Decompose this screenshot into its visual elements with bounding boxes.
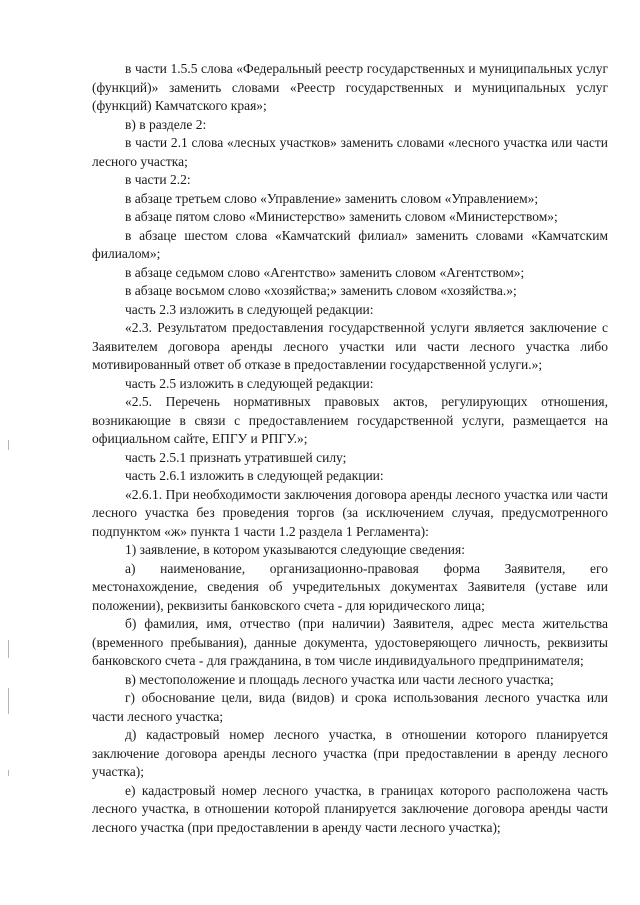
paragraph: в абзаце шестом слова «Камчатский филиал» заменить словами «Камчатским филиалом»; — [92, 227, 608, 261]
paragraph: в) местоположение и площадь лесного участка или части лесного участка; — [125, 671, 554, 687]
paragraph: часть 2.5 изложить в следующей редакции: — [125, 375, 374, 391]
scan-margin-mark — [8, 770, 9, 776]
paragraph: в абзаце пятом слово «Министерство» заменить словом «Министерством»; — [125, 209, 558, 224]
paragraph: «2.3. Результатом предоставления государственной услуги является заключение с Заявителем договора аренды лесного участки или части лесного участка либо мотивированный ответ об отказе в предоставлении государственной услуги.»; — [92, 320, 608, 372]
paragraph: 1) заявление, в котором указываются следующие сведения: — [125, 542, 465, 557]
paragraph: в абзаце третьем слово «Управление» заменить словом «Управлением»; — [125, 190, 539, 206]
paragraph: в части 1.5.5 слова «Федеральный реестр государственных и муниципальных услуг (функций)» заменить словами «Реестр государственных и муниципальных услуг (функций) Камчатского края»; — [92, 61, 608, 113]
document-body — [92, 60, 608, 837]
paragraph: «2.6.1. При необходимости заключения договора аренды лесного участка или части лесного участка без проведения торгов (за исключением случая, предусмотренного подпунктом «ж» пункта 1 части 1.2 раздела 1 Регламента): — [92, 486, 608, 539]
paragraph: д) кадастровый номер лесного участка, в отношении которого планируется заключение договора аренды лесного участка (при предоставлении в аренду лесного участка); — [92, 727, 608, 779]
paragraph: часть 2.5.1 признать утратившей силу; — [125, 449, 347, 465]
paragraph: г) обоснование цели, вида (видов) и срока использования лесного участка или части лесного участка; — [92, 690, 608, 724]
paragraph: в абзаце восьмом слово «хозяйства;» заменить словом «хозяйства.»; — [125, 283, 517, 298]
paragraph: в абзаце седьмом слово «Агентство» заменить словом «Агентством»; — [125, 264, 525, 280]
paragraph: б) фамилия, имя, отчество (при наличии) Заявителя, адрес места жительства (временного пребывания), данные документа, удостоверяющего личность, реквизиты банковского счета - для гражданина, в том числе индивидуального предпринимателя; — [92, 616, 608, 668]
paragraph: в) в разделе 2: — [125, 116, 207, 132]
paragraph: часть 2.3 изложить в следующей редакции: — [125, 301, 374, 317]
scan-margin-mark — [8, 640, 9, 658]
paragraph: часть 2.6.1 изложить в следующей редакции: — [125, 468, 384, 483]
paragraph: е) кадастровый номер лесного участка, в границах которого расположена часть лесного участка, в отношении которой планируется заключение договора аренды части лесного участка (при предоставлении в аренду части лесного участка); — [92, 782, 608, 835]
paragraph: а) наименование, организационно-правовая форма Заявителя, его местонахождение, сведения об учредительных документах Заявителя (уставе или положении), реквизиты банковского счета - для юридического лица; — [92, 560, 608, 613]
scan-margin-mark — [8, 440, 9, 450]
scan-margin-mark — [8, 688, 9, 714]
paragraph: в части 2.2: — [125, 172, 191, 187]
paragraph: в части 2.1 слова «лесных участков» заменить словами «лесного участка или части лесного участка; — [92, 135, 608, 169]
paragraph: «2.5. Перечень нормативных правовых актов, регулирующих отношения, возникающие в связи с предоставлением государственной услуги, размещается на официальном сайте, ЕПГУ и РПГУ.»; — [92, 394, 608, 446]
